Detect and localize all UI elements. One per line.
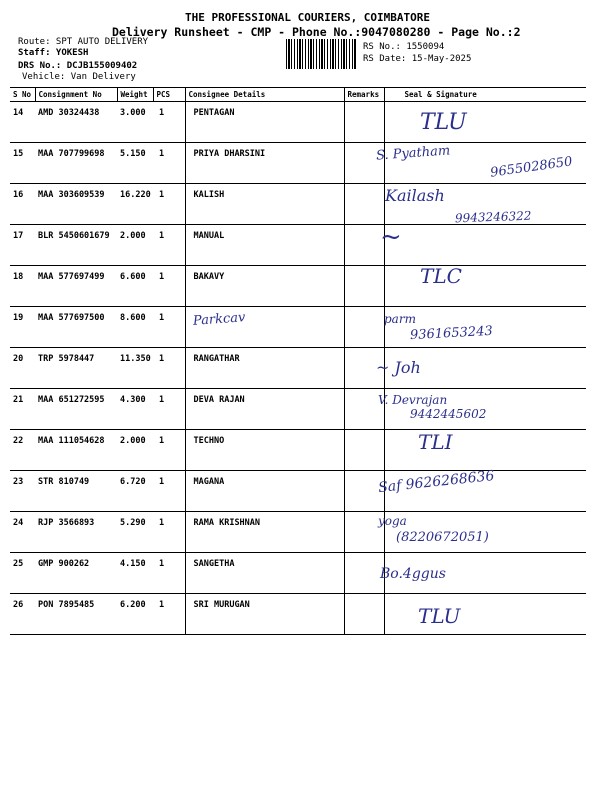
- table-row: [10, 225, 586, 266]
- row-consignee: PRIYA DHARSINI: [185, 143, 344, 184]
- route-text: Route: SPT AUTO DELIVERY: [18, 37, 149, 47]
- table-row: [10, 348, 586, 389]
- row-seal-signature: [384, 102, 586, 143]
- row-consignee: MAGANA: [185, 471, 344, 512]
- col-remarks: Remarks: [344, 88, 384, 102]
- row-consignment-no: MAA 707799698: [35, 143, 117, 184]
- row-weight: 6.600: [117, 266, 153, 307]
- row-consignment-no: TRP 5978447: [35, 348, 117, 389]
- row-pcs: 1: [153, 594, 185, 635]
- row-weight: 2.000: [117, 430, 153, 471]
- signature-18: TLC: [420, 264, 462, 288]
- row-seal-signature: [384, 225, 586, 266]
- row-weight: 5.290: [117, 512, 153, 553]
- row-pcs: 1: [153, 512, 185, 553]
- row-remarks: [344, 553, 384, 594]
- drs-number: DRS No.: DCJB155009402: [18, 61, 138, 71]
- handwritten-consignee: Parkcav: [192, 310, 246, 329]
- row-consignment-no: MAA 577697500: [35, 307, 117, 348]
- rs-number: RS No.: 1550094: [363, 42, 445, 52]
- row-sno: 21: [10, 389, 35, 430]
- table-header-row: [10, 88, 586, 102]
- row-sno: 22: [10, 430, 35, 471]
- row-pcs: 1: [153, 184, 185, 225]
- signature-17: ~: [380, 222, 402, 252]
- row-remarks: [344, 266, 384, 307]
- row-remarks: [344, 225, 384, 266]
- row-consignment-no: RJP 3566893: [35, 512, 117, 553]
- signature-26: TLU: [418, 604, 461, 628]
- signature-21: V. Devrajan: [378, 393, 448, 407]
- row-consignee: SANGETHA: [185, 553, 344, 594]
- row-sno: 15: [10, 143, 35, 184]
- row-consignee: RAMA KRISHNAN: [185, 512, 344, 553]
- row-weight: 5.150: [117, 143, 153, 184]
- row-sno: 16: [10, 184, 35, 225]
- col-sno: S No: [10, 88, 35, 102]
- col-consignee: Consignee Details: [185, 88, 344, 102]
- row-sno: 24: [10, 512, 35, 553]
- row-weight: 8.600: [117, 307, 153, 348]
- row-consignment-no: MAA 111054628: [35, 430, 117, 471]
- row-consignment-no: MAA 651272595: [35, 389, 117, 430]
- row-weight: 6.720: [117, 471, 153, 512]
- row-sno: 18: [10, 266, 35, 307]
- row-sno: 17: [10, 225, 35, 266]
- row-remarks: [344, 102, 384, 143]
- phone-16: 9943246322: [454, 208, 532, 226]
- row-weight: 3.000: [117, 102, 153, 143]
- table-row: [10, 594, 586, 635]
- row-consignee: TECHNO: [185, 430, 344, 471]
- signature-24: yoga: [378, 514, 407, 528]
- row-pcs: 1: [153, 225, 185, 266]
- row-pcs: 1: [153, 471, 185, 512]
- signature-20: ~ Joh: [376, 358, 421, 377]
- row-weight: 11.350: [117, 348, 153, 389]
- row-consignee: PENTAGAN: [185, 102, 344, 143]
- table-row: [10, 430, 586, 471]
- row-consignee: SRI MURUGAN: [185, 594, 344, 635]
- signature-14: TLU: [420, 110, 467, 135]
- table-row: [10, 266, 586, 307]
- barcode: [286, 39, 356, 69]
- row-pcs: 1: [153, 266, 185, 307]
- runsheet-title: Delivery Runsheet - CMP - Phone No.:9047080280 - Page No.:2: [112, 25, 521, 39]
- row-consignee: MANUAL: [185, 225, 344, 266]
- row-sno: 19: [10, 307, 35, 348]
- row-pcs: 1: [153, 553, 185, 594]
- signature-16: Kailash: [385, 186, 445, 205]
- row-consignment-no: MAA 303609539: [35, 184, 117, 225]
- row-pcs: 1: [153, 389, 185, 430]
- row-seal-signature: [384, 430, 586, 471]
- row-seal-signature: [384, 594, 586, 635]
- row-sno: 23: [10, 471, 35, 512]
- phone-19: 9361653243: [409, 323, 494, 344]
- row-sno: 14: [10, 102, 35, 143]
- col-consignment: Consignment No: [35, 88, 117, 102]
- row-sno: 26: [10, 594, 35, 635]
- company-name: THE PROFESSIONAL COURIERS, COIMBATORE: [185, 11, 431, 24]
- table-row: [10, 553, 586, 594]
- signature-15: S. Pyatham: [375, 143, 451, 164]
- row-consignment-no: BLR 5450601679: [35, 225, 117, 266]
- table-row: [10, 389, 586, 430]
- signature-25: Bo.4ggus: [380, 566, 446, 582]
- row-consignment-no: PON 7895485: [35, 594, 117, 635]
- col-seal: Seal & Signature: [384, 88, 586, 102]
- rs-date: RS Date: 15-May-2025: [363, 54, 472, 64]
- signature-22: TLI: [418, 430, 453, 454]
- row-consignee: DEVA RAJAN: [185, 389, 344, 430]
- row-consignment-no: STR 810749: [35, 471, 117, 512]
- row-weight: 4.300: [117, 389, 153, 430]
- table-row: [10, 307, 586, 348]
- phone-21: 9442445602: [410, 407, 487, 421]
- row-remarks: [344, 430, 384, 471]
- row-weight: 4.150: [117, 553, 153, 594]
- vehicle-text: Vehicle: Van Delivery: [22, 72, 136, 82]
- row-remarks: [344, 307, 384, 348]
- col-weight: Weight: [117, 88, 153, 102]
- row-weight: 16.220: [117, 184, 153, 225]
- row-pcs: 1: [153, 430, 185, 471]
- row-consignment-no: MAA 577697499: [35, 266, 117, 307]
- row-pcs: 1: [153, 348, 185, 389]
- row-sno: 20: [10, 348, 35, 389]
- row-consignment-no: AMD 30324438: [35, 102, 117, 143]
- table-row: [10, 471, 586, 512]
- table-row: [10, 512, 586, 553]
- row-sno: 25: [10, 553, 35, 594]
- signature-19: parm: [384, 312, 416, 326]
- staff-text: Staff: YOKESH: [18, 48, 89, 58]
- phone-15: 9655028650: [489, 154, 574, 181]
- row-consignee: RANGATHAR: [185, 348, 344, 389]
- row-weight: 6.200: [117, 594, 153, 635]
- row-pcs: 1: [153, 143, 185, 184]
- row-pcs: 1: [153, 102, 185, 143]
- row-consignee: KALISH: [185, 184, 344, 225]
- phone-24: (8220672051): [396, 530, 489, 545]
- row-consignee: BAKAVY: [185, 266, 344, 307]
- row-pcs: 1: [153, 307, 185, 348]
- row-remarks: [344, 184, 384, 225]
- table-row: [10, 102, 586, 143]
- row-consignment-no: GMP 900262: [35, 553, 117, 594]
- col-pcs: PCS: [153, 88, 185, 102]
- row-remarks: [344, 594, 384, 635]
- row-weight: 2.000: [117, 225, 153, 266]
- row-seal-signature: [384, 266, 586, 307]
- signature-23: Saf 9626268636: [377, 467, 496, 497]
